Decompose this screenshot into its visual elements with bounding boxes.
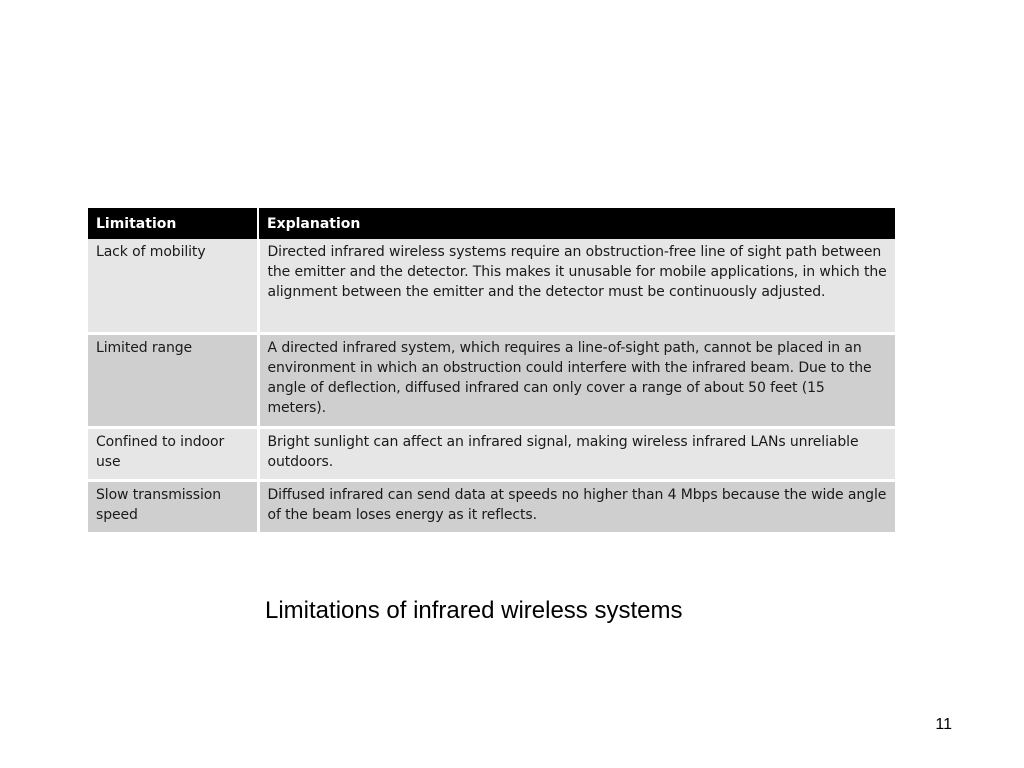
explanation-cell: Directed infrared wireless systems require an obstruction-free line of sight path between the emitter and the detector. This makes it unusable for mobile applications, in which the alignment between the emitter and the detector must be continuously adjusted. [258, 239, 895, 333]
table-row [88, 480, 895, 533]
limitation-cell: Limited range [88, 333, 258, 427]
table-header-row [88, 208, 895, 239]
table-row [88, 239, 895, 333]
table-row [88, 427, 895, 480]
column-header-limitation: Limitation [88, 208, 258, 239]
explanation-cell: A directed infrared system, which requires a line-of-sight path, cannot be placed in an environment in which an obstruction could interfere with the infrared beam. Due to the angle of deflection, diffused infrared can only cover a range of about 50 feet (15 meters). [258, 333, 895, 427]
limitation-cell: Lack of mobility [88, 239, 258, 333]
explanation-cell: Diffused infrared can send data at speeds no higher than 4 Mbps because the wide angle of the beam loses energy as it reflects. [258, 480, 895, 533]
limitation-cell: Confined to indoor use [88, 427, 258, 480]
limitations-table [88, 208, 895, 535]
explanation-cell: Bright sunlight can affect an infrared signal, making wireless infrared LANs unreliable outdoors. [258, 427, 895, 480]
column-header-explanation: Explanation [258, 208, 895, 239]
limitation-cell: Slow transmission speed [88, 480, 258, 533]
table-row [88, 333, 895, 427]
page-number: 11 [935, 716, 952, 733]
slide-caption: Limitations of infrared wireless systems [265, 597, 683, 624]
